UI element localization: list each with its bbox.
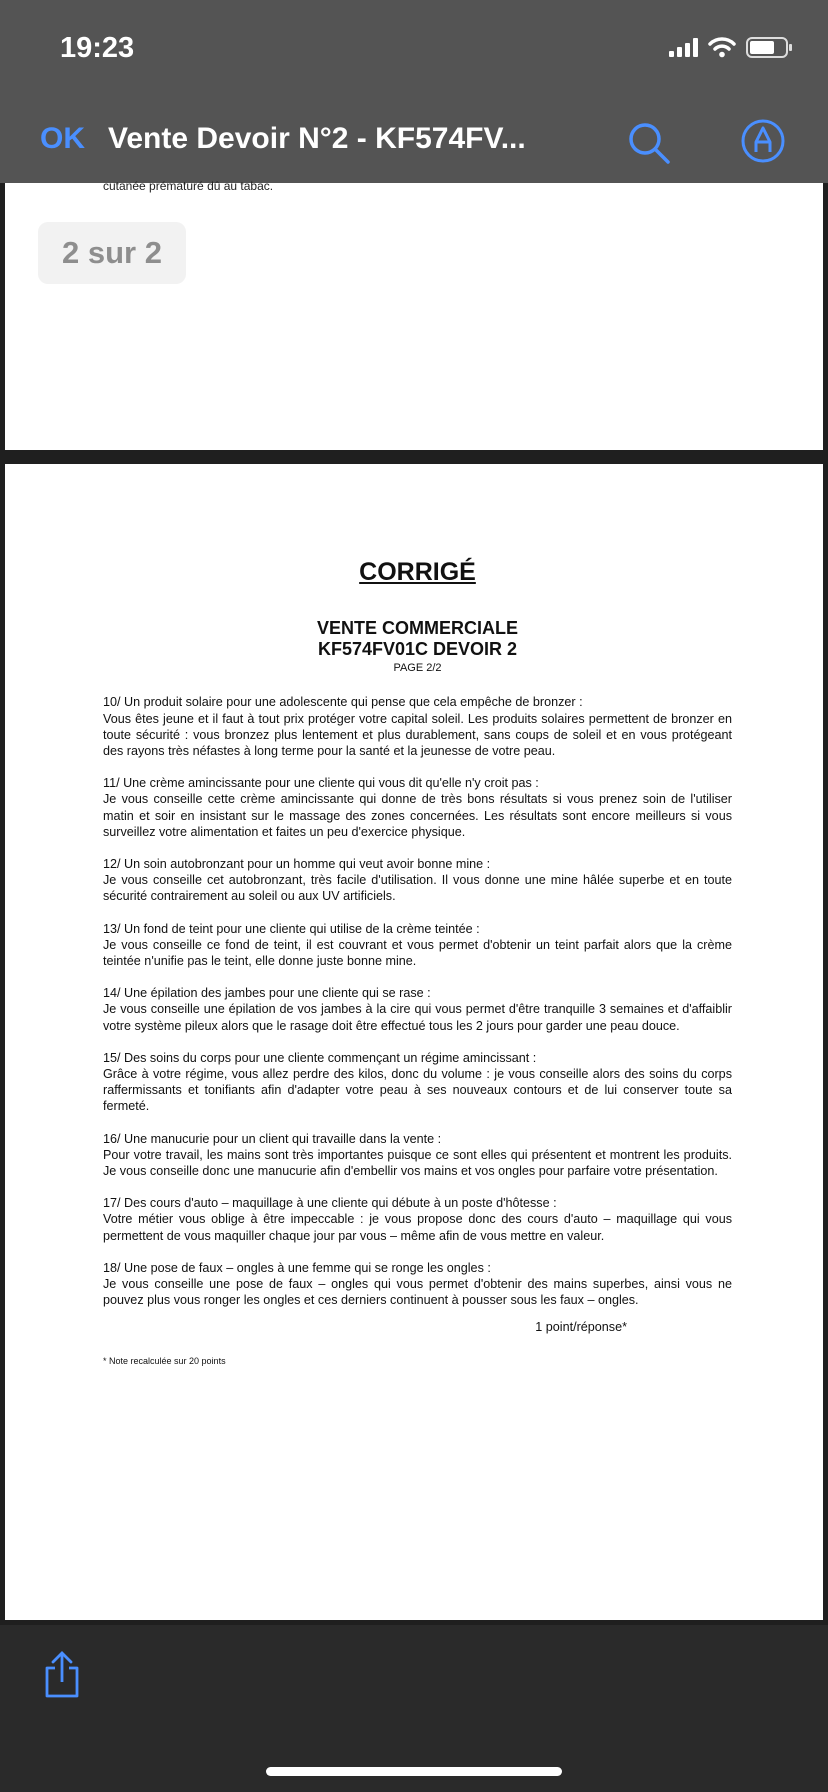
top-bar [0,0,828,183]
answer-block [103,694,732,759]
answer-text: Je vous conseille cet autobronzant, très facile d'utilisation. Il vous donne une mine hâlée superbe et en toute sécurité contrairement au soleil ou aux UV artificiels. [103,873,732,904]
answer-text: Votre métier vous oblige à être impeccable : je vous propose donc des cours d'auto – maquillage qui vous permettent de vous maquiller chaque jour par vous – même afin de vous mettre en valeur. [103,1212,732,1243]
answer-text: Je vous conseille une pose de faux – ongles qui vous permet d'obtenir des mains superbes, ainsi vous ne pouvez plus vous ronger les ongles et ces derniers continuent à pousser sous les faux – ongles. [103,1277,732,1308]
wifi-icon [708,36,736,58]
status-time: 19:23 [60,32,135,64]
pdf-page-2 [5,464,823,1620]
answer-text: Je vous conseille cette crème amincissante qui donne de très bons résultats si vous prenez soin de l'utiliser matin et soir en insistant sur le massage des zones concernées. Les résultats sont encore meilleurs si vous surveillez votre alimentation et faites un peu d'exercice physique. [103,792,732,839]
document-content [103,558,732,1369]
answer-block [103,985,732,1034]
page-label: PAGE 2/2 [393,662,442,675]
pdf-page-1 [5,179,823,450]
answer-block [103,775,732,840]
battery-icon [746,37,788,58]
answer-text: Je vous conseille une épilation de vos jambes à la cire qui vous permet d'être tranquille 3 semaines et d'affaiblir votre système pileux alors que le rasage doit être effectué tous les 2 jours pour garder une peau douce. [103,1002,732,1033]
question-text: 14/ Une épilation des jambes pour une cliente qui se rase : [103,986,431,1001]
question-text: 16/ Une manucurie pour un client qui travaille dans la vente : [103,1131,442,1146]
question-text: 11/ Une crème amincissante pour une cliente qui vous dit qu'elle n'y croit pas : [103,776,539,791]
question-text: 15/ Des soins du corps pour une cliente commençant un régime amincissant : [103,1050,537,1065]
footnote: * Note recalculée sur 20 points [103,1355,226,1366]
question-text: 12/ Un soin autobronzant pour un homme qui veut avoir bonne mine : [103,857,491,872]
answer-block [103,1131,732,1180]
question-text: 13/ Un fond de teint pour une cliente qui utilise de la crème teintée : [103,921,480,936]
answer-block [103,1260,732,1309]
markup-pen-icon[interactable] [740,118,786,164]
status-icons [669,36,788,58]
document-subtitle: VENTE COMMERCIALE [316,618,518,639]
question-text: 18/ Une pose de faux – ongles à une femme qui se ronge les ongles : [103,1260,491,1275]
bottom-toolbar [0,1625,828,1792]
answer-block [103,1050,732,1115]
question-text: 17/ Des cours d'auto – maquillage à une cliente qui débute à un poste d'hôtesse : [103,1196,557,1211]
question-text: 10/ Un produit solaire pour une adolescente qui pense que cela empêche de bronzer : [103,695,583,710]
answer-text: Vous êtes jeune et il faut à tout prix protéger votre capital soleil. Les produits solaires permettent de bronzer en toute sécurité : vous bronzez plus lentement et plus durablement, sans coups de soleil et en vous protégeant des rayons très néfastes à long terme pour la santé et la jeunesse de votre peau. [103,711,732,759]
page-text-cutoff: cutanée prématuré dû au tabac. [103,179,274,193]
document-heading: CORRIGÉ [359,558,476,586]
answer-text: Pour votre travail, les mains sont très importantes puisque ce sont elles qui présentent et montrent les produits. Je vous conseille donc une manucurie afin d'embellir vos mains et vos ongles pour parfaire votre présentation. [103,1147,732,1179]
answer-block [103,921,732,970]
document-code: KF574FV01C DEVOIR 2 [317,639,518,660]
answer-text: Grâce à votre régime, vous allez perdre des kilos, donc du volume : je vous conseille alors des soins du corps raffermissants et tonifiants afin d'adapter votre peau à ses nouveaux contours et de lui conserver toute sa fermeté. [103,1067,732,1114]
answer-text: Je vous conseille ce fond de teint, il est couvrant et vous permet d'obtenir un teint parfait alors que la crème teintée n'unifie pas le teint, elle donne juste bonne mine. [103,937,732,969]
document-title: Vente Devoir N°2 - KF574FV... [108,122,526,155]
cellular-signal-icon [669,37,698,57]
share-icon[interactable] [42,1650,82,1700]
points-note: 1 point/réponse* [535,1319,627,1334]
answer-block [103,1195,732,1244]
page-indicator: 2 sur 2 [38,222,186,284]
home-indicator[interactable] [266,1767,562,1776]
ok-button[interactable]: OK [40,122,85,155]
search-icon[interactable] [626,120,672,166]
answer-block [103,856,732,905]
